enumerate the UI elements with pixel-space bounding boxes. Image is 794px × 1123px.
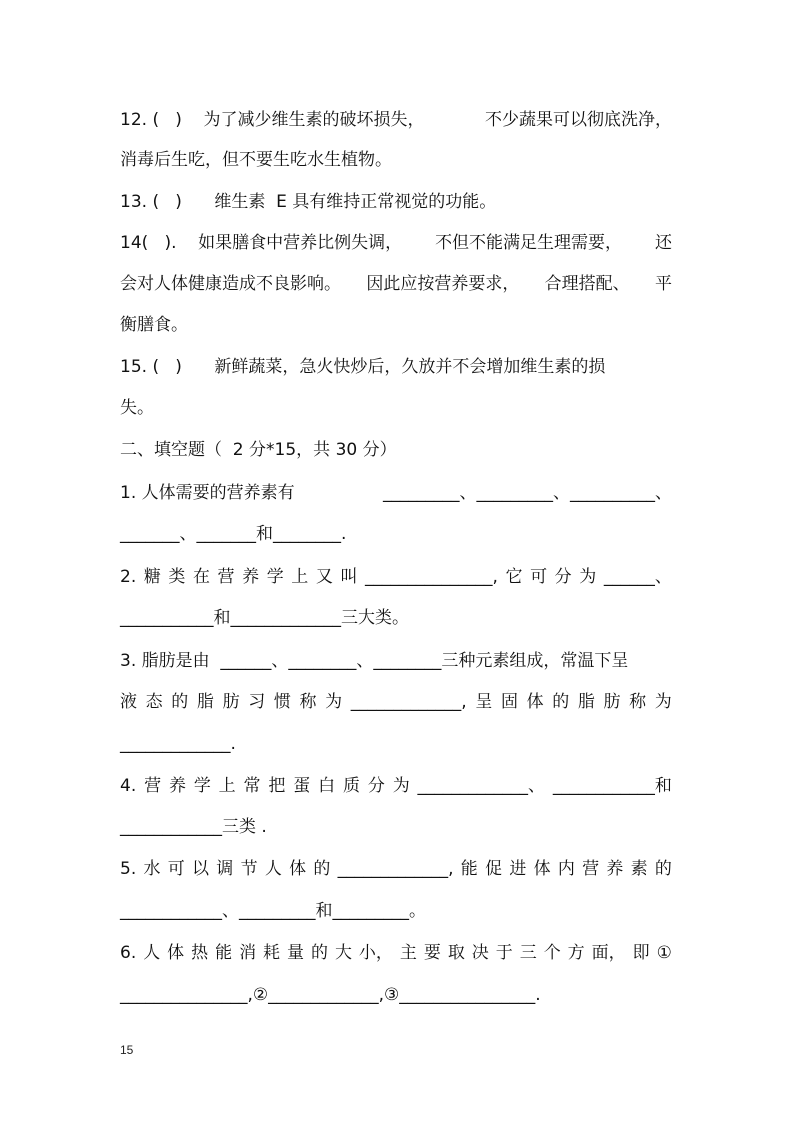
text-segment: 呈 <box>475 692 493 712</box>
q14-line-3: 衡膳食。 <box>120 315 188 335</box>
text-segment: 1. 人体需要的营养素有 <box>120 483 295 503</box>
text-segment: 要 <box>423 943 441 963</box>
text-segment: 不少蔬果可以彻底洗净， <box>485 110 672 130</box>
text-segment: 在 <box>192 567 210 587</box>
text-segment: 5. <box>120 859 137 879</box>
text-segment: 取 <box>447 943 465 963</box>
text-segment: 体 <box>289 859 307 879</box>
text-segment: _____________, <box>350 692 467 712</box>
text-segment: 调 <box>216 859 234 879</box>
text-segment: 肪 <box>603 692 621 712</box>
text-segment: 营 <box>144 776 162 796</box>
text-segment: 方 <box>567 943 585 963</box>
text-segment: 液 <box>120 692 137 712</box>
f6-line-1 <box>120 941 672 965</box>
text-segment: 2. <box>120 567 137 587</box>
text-segment: 大 <box>334 943 352 963</box>
text-segment: 还 <box>654 233 672 253</box>
text-segment: 能 <box>215 943 233 963</box>
text-segment: 合理搭配、 <box>544 274 630 294</box>
text-segment: 体 <box>167 943 185 963</box>
text-segment: _________、_________、__________、 <box>383 483 672 503</box>
text-segment: 可 <box>530 567 548 587</box>
text-segment: 白 <box>318 776 336 796</box>
text-segment: 常 <box>243 776 261 796</box>
text-segment: 热 <box>191 943 209 963</box>
text-segment: 惯 <box>273 692 291 712</box>
text-segment: 12. ( ) 为了减少维生素的破坏损失， <box>120 110 425 130</box>
text-segment: 决 <box>471 943 489 963</box>
text-segment: 素 <box>630 859 648 879</box>
text-segment: 把 <box>268 776 286 796</box>
text-segment: 即 <box>632 943 650 963</box>
text-segment: 以 <box>192 859 210 879</box>
text-segment: 可 <box>167 859 185 879</box>
text-segment: 的 <box>171 692 189 712</box>
text-segment: 会对人体健康造成不良影响。 <box>120 274 341 294</box>
text-segment: 个 <box>543 943 561 963</box>
text-segment: 促 <box>485 859 503 879</box>
text-segment: 习 <box>248 692 266 712</box>
q12-line-2: 消毒后生吃，但不要生吃水生植物。 <box>120 150 392 170</box>
text-segment: 量 <box>287 943 305 963</box>
text-segment: _____________、 <box>417 776 546 796</box>
text-segment: 脂 <box>577 692 595 712</box>
text-segment: 进 <box>509 859 527 879</box>
f3-line-2 <box>120 690 672 714</box>
text-segment: 蛋 <box>293 776 311 796</box>
text-segment: 养 <box>606 859 624 879</box>
text-segment: 为 <box>392 776 410 796</box>
text-segment: 小， <box>358 943 393 963</box>
f6-line-2: _______________,②_____________,③________________. <box>120 985 541 1005</box>
text-segment: 节 <box>240 859 258 879</box>
q15-line-1: 15. ( ) 新鲜蔬菜，急火快炒后，久放并不会增加维生素的损 <box>120 357 606 377</box>
text-segment: 它 <box>505 567 523 587</box>
text-segment: 类 <box>168 567 186 587</box>
text-segment: _____________, <box>337 859 454 879</box>
text-segment: 6. <box>120 943 137 963</box>
text-segment: 人 <box>143 943 161 963</box>
text-segment: 耗 <box>263 943 281 963</box>
text-segment: 肪 <box>222 692 240 712</box>
text-segment: 的 <box>313 859 331 879</box>
text-segment: ______、 <box>603 567 672 587</box>
text-segment: 养 <box>242 567 260 587</box>
q13-line-1: 13. ( ) 维生素 E 具有维持正常视觉的功能。 <box>120 192 497 212</box>
text-segment: 三 <box>519 943 537 963</box>
text-segment: 叫 <box>340 567 358 587</box>
text-segment: 水 <box>143 859 161 879</box>
f2-line-1 <box>120 565 672 589</box>
text-segment: ____________和 <box>552 776 672 796</box>
text-segment: 平 <box>654 274 672 294</box>
text-segment: 为 <box>579 567 597 587</box>
text-segment: 分 <box>367 776 385 796</box>
text-segment: 为 <box>654 692 672 712</box>
text-segment: _______________, <box>365 567 498 587</box>
f3-line-3: _____________. <box>120 734 236 754</box>
f1-line-2: _______、_______和________. <box>120 524 347 544</box>
text-segment: 上 <box>218 776 236 796</box>
text-segment: 分 <box>554 567 572 587</box>
text-segment: 学 <box>266 567 284 587</box>
text-segment: 能 <box>460 859 478 879</box>
text-segment: 的 <box>552 692 570 712</box>
text-segment: 固 <box>500 692 518 712</box>
f1-line-1 <box>120 481 672 505</box>
text-segment: 又 <box>315 567 333 587</box>
text-segment: 主 <box>399 943 417 963</box>
text-segment: 内 <box>557 859 575 879</box>
text-segment: ① <box>656 943 672 963</box>
f3-line-1: 3. 脂肪是由 ______、________、________三种元素组成，常温下呈 <box>120 651 629 671</box>
f2-line-2: ___________和_____________三大类。 <box>120 608 409 628</box>
text-segment: 体 <box>533 859 551 879</box>
q15-line-2: 失。 <box>120 398 154 418</box>
text-segment: 不但不能满足生理需要， <box>435 233 623 253</box>
text-segment: 消 <box>239 943 257 963</box>
text-segment: 养 <box>168 776 186 796</box>
text-segment: 态 <box>145 692 163 712</box>
text-segment: 4. <box>120 776 137 796</box>
text-segment: 于 <box>495 943 513 963</box>
text-segment: 营 <box>217 567 235 587</box>
text-segment: 脂 <box>196 692 214 712</box>
text-segment: 学 <box>193 776 211 796</box>
text-segment: 的 <box>310 943 328 963</box>
text-segment: 面， <box>591 943 626 963</box>
text-segment: 上 <box>291 567 309 587</box>
text-segment: 称 <box>299 692 317 712</box>
section-title: 二、填空题（ 2 分*15，共 30 分） <box>120 440 397 460</box>
f5-line-2: ____________、_________和_________。 <box>120 901 426 921</box>
text-segment: 为 <box>325 692 343 712</box>
f5-line-1 <box>120 857 672 881</box>
f4-line-1 <box>120 774 672 798</box>
text-segment: 体 <box>526 692 544 712</box>
text-segment: 糖 <box>143 567 161 587</box>
text-segment: 人 <box>264 859 282 879</box>
f4-line-2: ____________三类 . <box>120 817 267 837</box>
text-segment: 因此应按营养要求， <box>366 274 520 294</box>
q14-line-2 <box>120 272 672 296</box>
text-segment: 称 <box>629 692 647 712</box>
q14-line-1 <box>120 231 672 255</box>
text-segment: 质 <box>342 776 360 796</box>
page-number: 15 <box>120 1043 134 1057</box>
text-segment: 营 <box>582 859 600 879</box>
text-segment: 14( ). 如果膳食中营养比例失调， <box>120 233 403 253</box>
text-segment: 的 <box>654 859 672 879</box>
q12-line-1 <box>120 108 672 132</box>
